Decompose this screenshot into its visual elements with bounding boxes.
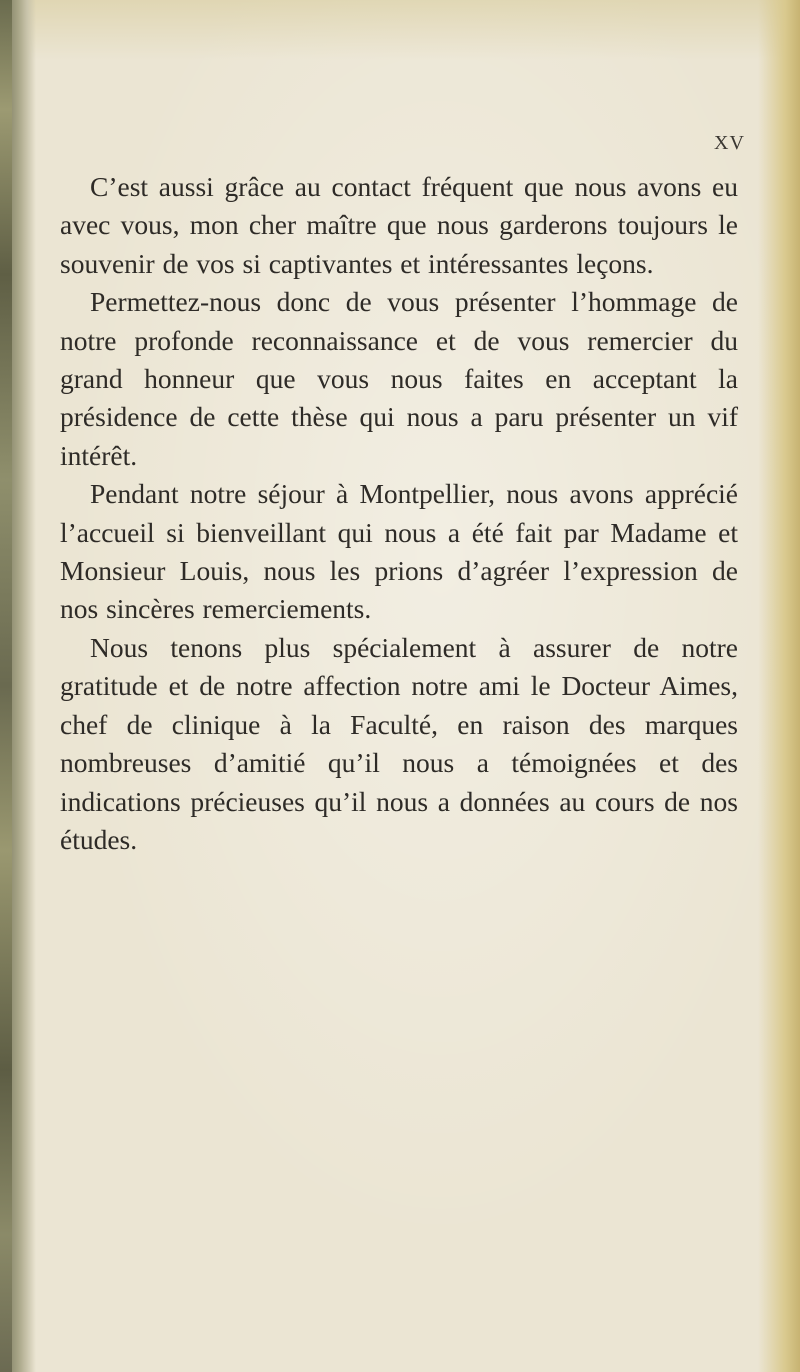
page-edge-shadow [758, 0, 800, 1372]
paragraph: Nous tenons plus spécialement à assurer de notre gratitude et de notre affection notre ami le Docteur Aimes, chef de clinique à la Faculté, en raison des marques nombreuses d’amitié qu’il nous a témoignées et des indications précieuses qu’il nous a données au cours de nos études. [60, 631, 738, 855]
paragraph: Pendant notre séjour à Montpellier, nous avons apprécié l’accueil si bienveillant qui nous a été fait par Madame et Monsieur Louis, nous les prions d’agréer l’expression de nos sincères remerciements. [60, 478, 738, 625]
binding-edge [0, 0, 36, 1372]
paper-stain [0, 0, 800, 60]
paragraph: Permettez-nous donc de vous présenter l’hommage de notre profonde reconnaissance et de vous remercier du grand honneur que vous nous faites en acceptant la présidence de cette thèse qui nous a paru présenter un vif intérêt. [60, 286, 738, 471]
body-text [60, 168, 738, 859]
page-number: XV [714, 132, 745, 154]
paragraph: C’est aussi grâce au contact fréquent que nous avons eu avec vous, mon cher maître que nous garderons toujours le souvenir de vos si captivantes et intéressantes leçons. [60, 171, 738, 279]
